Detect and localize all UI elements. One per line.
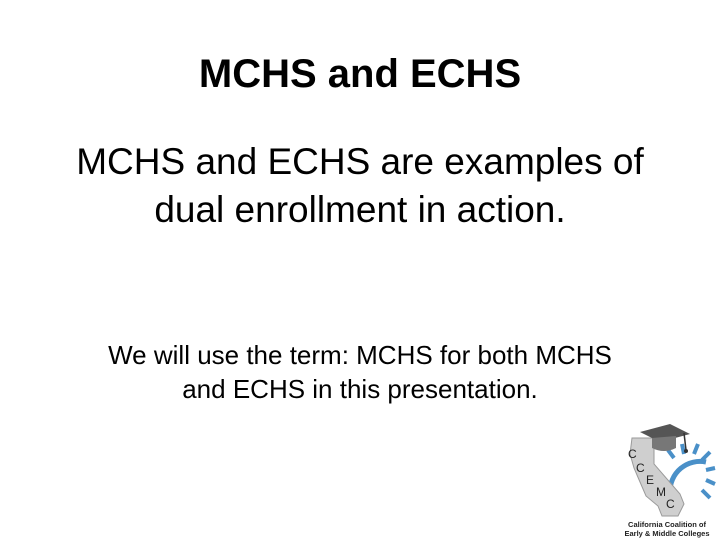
ccemc-logo-icon bbox=[618, 420, 716, 520]
logo-caption-line-1: California Coalition of bbox=[628, 520, 706, 529]
logo-caption bbox=[618, 520, 716, 538]
logo-rays bbox=[670, 461, 706, 492]
main-statement-line-2: dual enrollment in action. bbox=[154, 189, 566, 230]
logo-caption-line-2: Early & Middle Colleges bbox=[624, 529, 710, 538]
logo-letter-5: C bbox=[666, 497, 675, 511]
logo-letter-3: E bbox=[646, 473, 655, 487]
terminology-note-line-2: and ECHS in this presentation. bbox=[182, 374, 538, 404]
terminology-note-line-1: We will use the term: MCHS for both MCHS bbox=[108, 340, 612, 370]
slide-title: MCHS and ECHS bbox=[198, 52, 522, 96]
logo-letter-1: C bbox=[628, 447, 637, 461]
main-statement bbox=[30, 138, 690, 234]
logo-letter-4: M bbox=[656, 485, 666, 499]
ccemc-logo bbox=[618, 420, 716, 538]
main-statement-line-1: MCHS and ECHS are examples of bbox=[76, 141, 644, 182]
logo-letter-2: C bbox=[636, 461, 645, 475]
terminology-note bbox=[40, 338, 680, 406]
